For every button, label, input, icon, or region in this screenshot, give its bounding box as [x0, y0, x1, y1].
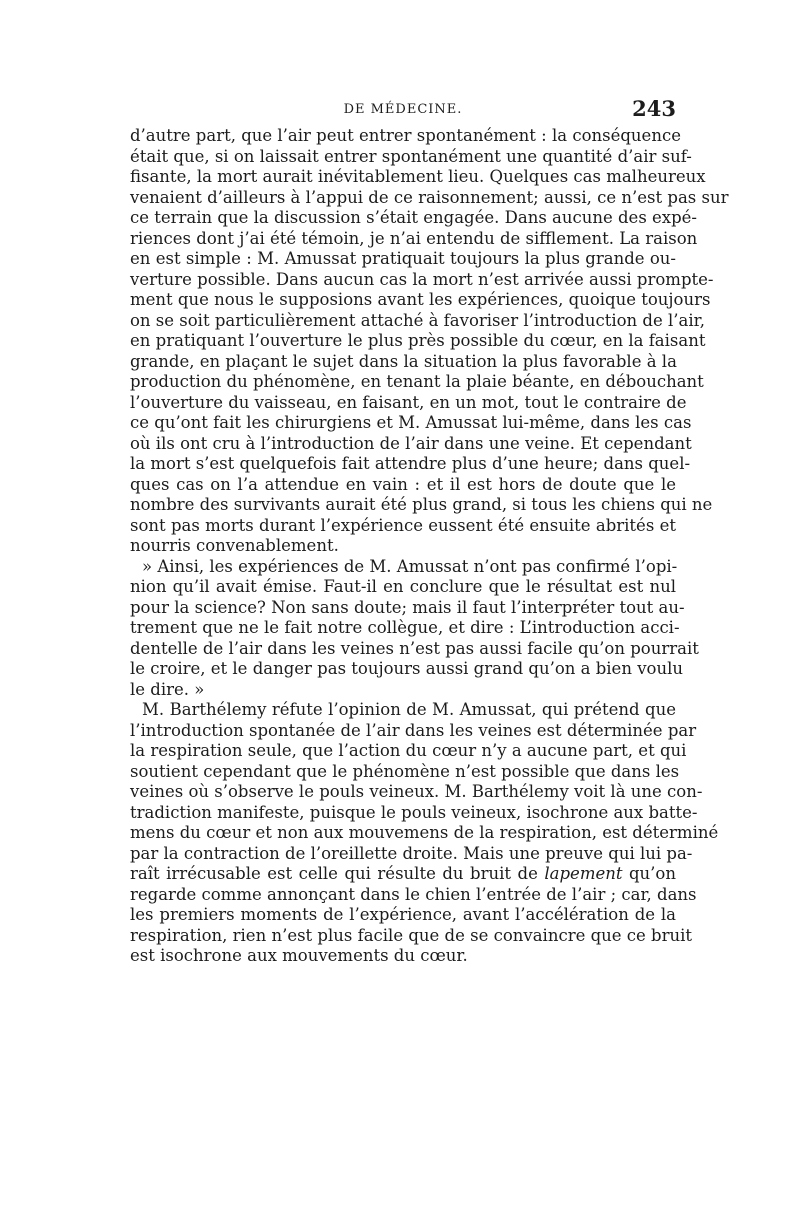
text-line: venaient d’ailleurs à l’appui de ce raisonnement; aussi, ce n’est pas sur	[130, 187, 729, 207]
text-line: l’introduction spontanée de l’air dans les veines est déterminée par	[130, 720, 697, 740]
text-line: mens du cœur et non aux mouvemens de la respiration, est déterminé	[130, 823, 719, 842]
text-segment: qu’on	[622, 864, 676, 883]
text-line: est isochrone aux mouvements du cœur.	[130, 946, 468, 965]
text-line: le dire. »	[130, 679, 205, 699]
text-line: d’autre part, que l’air peut entrer spontanément : la conséquence	[130, 126, 681, 145]
text-line: le croire, et le danger pas toujours aussi grand qu’on a bien voulu	[130, 659, 683, 678]
text-line: ment que nous le supposions avant les expériences, quoique toujours	[130, 290, 711, 309]
text-line: par la contraction de l’oreillette droite. Mais une preuve qui lui pa-	[130, 843, 693, 863]
text-line: soutient cependant que le phénomène n’est possible que dans les	[130, 761, 680, 781]
text-line: ce terrain que la discussion s’était engagée. Dans aucune des expé-	[130, 208, 698, 227]
emphasized-word: lapement	[544, 864, 623, 883]
text-line: nombre des survivants aurait été plus grand, si tous les chiens qui ne	[130, 495, 713, 514]
text-line: respiration, rien n’est plus facile que de se convaincre que ce bruit	[130, 925, 693, 945]
text-line: la mort s’est quelquefois fait attendre plus d’une heure; dans quel-	[130, 454, 691, 473]
page-number: 243	[632, 96, 676, 121]
text-line: la respiration seule, que l’action du cœur n’y a aucune part, et qui	[130, 741, 687, 760]
running-title: DE MÉDECINE.	[343, 102, 463, 117]
text-line: grande, en plaçant le sujet dans la situation la plus favorable à la	[130, 351, 677, 371]
text-line: en est simple : M. Amussat pratiquait toujours la plus grande ou-	[130, 249, 676, 268]
body-text	[130, 126, 729, 967]
text-line: où ils ont cru à l’introduction de l’air dans une veine. Et cependant	[130, 433, 692, 453]
text-line: tradiction manifeste, puisque le pouls veineux, isochrone aux batte-	[130, 802, 698, 822]
text-line: production du phénomène, en tenant la plaie béante, en débouchant	[130, 372, 704, 391]
text-line: l’ouverture du vaisseau, en faisant, en un mot, tout le contraire de	[130, 392, 687, 412]
text-line: nourris convenablement.	[130, 536, 339, 555]
text-line: regarde comme annonçant dans le chien l’entrée de l’air ; car, dans	[130, 884, 697, 904]
text-line: sont pas morts durant l’expérience eussent été ensuite abrités et	[130, 515, 676, 535]
text-segment: raît irrécusable est celle qui résulte du bruit de	[130, 864, 545, 883]
text-line: veines où s’observe le pouls veineux. M. Barthélemy voit là une con-	[130, 782, 703, 801]
text-line: dentelle de l’air dans les veines n’est pas aussi facile qu’on pourrait	[130, 638, 699, 658]
text-line: en pratiquant l’ouverture le plus près possible du cœur, en la faisant	[130, 331, 706, 350]
text-line: ce qu’ont fait les chirurgiens et M. Amussat lui-même, dans les cas	[130, 413, 692, 432]
text-line	[130, 864, 676, 885]
text-line: les premiers moments de l’expérience, avant l’accélération de la	[130, 905, 676, 924]
text-line: pour la science? Non sans doute; mais il faut l’interpréter tout au-	[130, 597, 685, 617]
text-line: M. Barthélemy réfute l’opinion de M. Amussat, qui prétend que	[142, 700, 676, 719]
text-line: était que, si on laissait entrer spontanément une quantité d’air suf-	[130, 146, 692, 166]
text-line: nion qu’il avait émise. Faut-il en conclure que le résultat est nul	[130, 577, 676, 596]
page-header	[130, 96, 676, 126]
text-line: » Ainsi, les expériences de M. Amussat n’ont pas confirmé l’opi-	[142, 556, 678, 576]
text-line: riences dont j’ai été témoin, je n’ai entendu de sifflement. La raison	[130, 228, 698, 248]
text-line: fisante, la mort aurait inévitablement lieu. Quelques cas malheureux	[130, 167, 706, 186]
text-line: trement que ne le fait notre collègue, et dire : L’introduction acci-	[130, 618, 680, 637]
text-line: on se soit particulièrement attaché à favoriser l’introduction de l’air,	[130, 310, 705, 330]
text-line: verture possible. Dans aucun cas la mort n’est arrivée aussi prompte-	[130, 269, 714, 289]
text-line: ques cas on l’a attendue en vain : et il est hors de doute que le	[130, 474, 676, 494]
